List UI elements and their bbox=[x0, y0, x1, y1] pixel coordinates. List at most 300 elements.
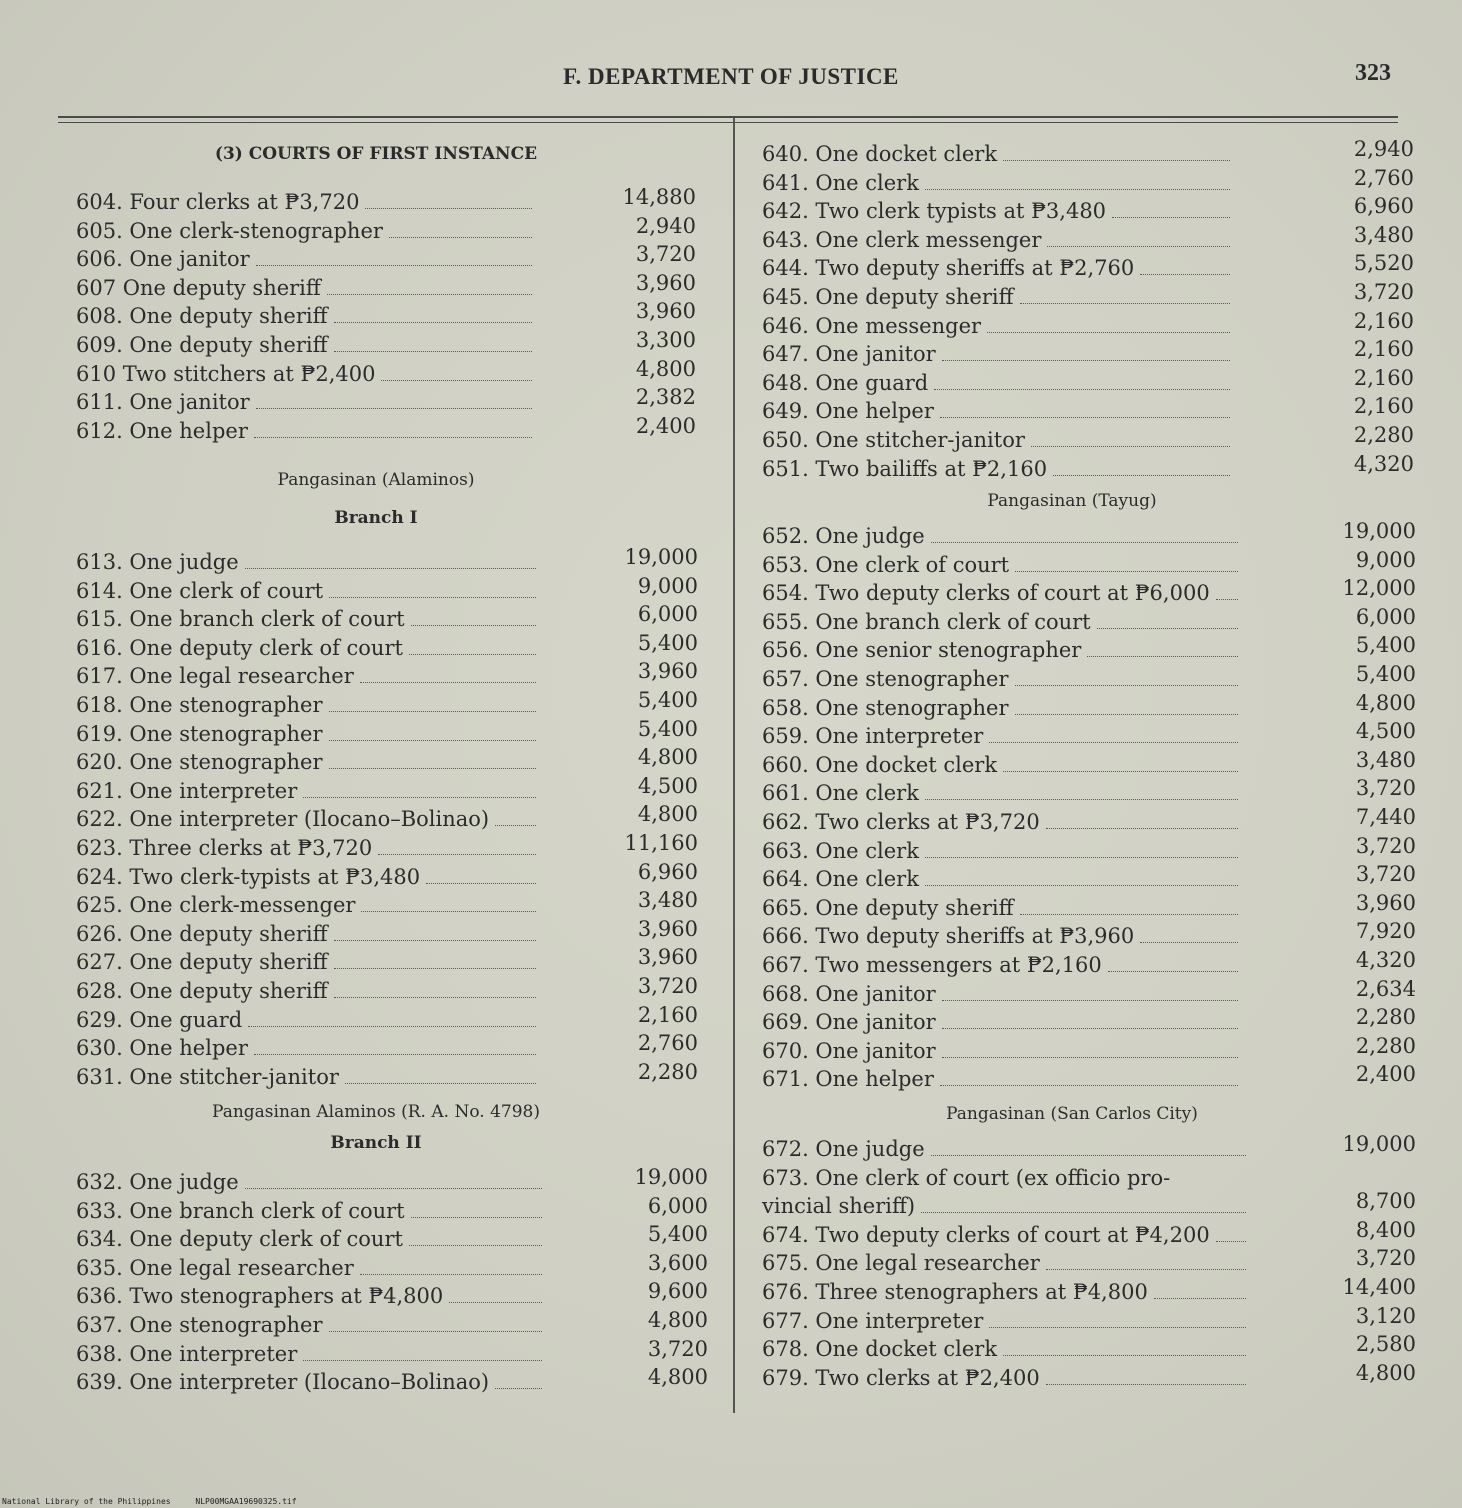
item-amount: 6,000 bbox=[1355, 604, 1416, 629]
item-label: 638. One interpreter bbox=[76, 1341, 298, 1366]
item-amount: 5,400 bbox=[1355, 662, 1416, 686]
item-label: 650. One stitcher-janitor bbox=[762, 428, 1025, 452]
dot-leader bbox=[334, 924, 537, 941]
item-label: 679. Two clerks at ₱2,400 bbox=[762, 1365, 1040, 1390]
item-amount: 2,940 bbox=[1353, 137, 1414, 161]
dot-leader bbox=[1216, 583, 1238, 600]
item-label: 651. Two bailiffs at ₱2,160 bbox=[762, 456, 1048, 481]
list-item bbox=[762, 982, 1244, 1010]
item-label: 639. One interpreter (Ilocano–Bolinao) bbox=[76, 1370, 490, 1395]
list-item bbox=[762, 1166, 1252, 1194]
dot-leader bbox=[361, 895, 536, 912]
item-label: 624. Two clerk-typists at ₱3,480 bbox=[76, 864, 421, 889]
dot-leader bbox=[1003, 755, 1238, 772]
dot-leader bbox=[329, 752, 536, 769]
dot-leader bbox=[329, 695, 536, 712]
item-amount: 12,000 bbox=[1342, 576, 1416, 601]
item-amount: 2,160 bbox=[1353, 394, 1414, 419]
dot-leader bbox=[942, 984, 1238, 1001]
dot-leader bbox=[329, 581, 536, 598]
item-label: 665. One deputy sheriff bbox=[762, 895, 1014, 920]
dot-leader bbox=[327, 278, 532, 295]
item-label: 644. Two deputy sheriffs at ₱2,760 bbox=[762, 256, 1135, 281]
item-label: 632. One judge bbox=[76, 1170, 239, 1194]
list-item bbox=[76, 219, 538, 247]
dot-leader bbox=[1097, 612, 1238, 629]
dot-leader bbox=[360, 666, 536, 683]
item-label: 633. One branch clerk of court bbox=[76, 1198, 405, 1223]
list-item bbox=[762, 924, 1244, 952]
list-item bbox=[762, 1366, 1252, 1394]
item-label: 618. One stenographer bbox=[76, 693, 323, 717]
dot-leader bbox=[381, 364, 532, 381]
item-label: 634. One deputy clerk of court bbox=[76, 1227, 403, 1252]
list-item bbox=[76, 1065, 542, 1093]
dot-leader bbox=[426, 867, 536, 884]
item-amount: 5,400 bbox=[637, 630, 698, 655]
dot-leader bbox=[1216, 1225, 1246, 1242]
page-number: 323 bbox=[1355, 60, 1391, 86]
dot-leader bbox=[334, 306, 533, 323]
list-item bbox=[762, 696, 1244, 724]
dot-leader bbox=[942, 1012, 1238, 1029]
dot-leader bbox=[303, 1344, 542, 1361]
item-amount: 19,000 bbox=[624, 545, 698, 569]
item-label: 627. One deputy sheriff bbox=[76, 950, 328, 975]
dot-leader bbox=[1112, 201, 1230, 218]
dot-leader bbox=[1015, 698, 1238, 715]
list-item bbox=[762, 610, 1244, 638]
item-label: 658. One stenographer bbox=[762, 695, 1009, 720]
item-amount: 6,000 bbox=[637, 602, 698, 627]
item-label: 619. One stenographer bbox=[76, 721, 323, 746]
dot-leader bbox=[1087, 640, 1238, 657]
item-amount: 2,280 bbox=[637, 1059, 698, 1084]
item-amount: 4,800 bbox=[1355, 690, 1416, 715]
item-label: 621. One interpreter bbox=[76, 778, 298, 803]
item-amount: 4,800 bbox=[1355, 1360, 1416, 1385]
list-item bbox=[762, 199, 1236, 227]
dot-leader bbox=[389, 221, 532, 238]
item-amount: 5,400 bbox=[637, 688, 698, 712]
list-item bbox=[762, 371, 1236, 399]
item-label: 614. One clerk of court bbox=[76, 578, 324, 603]
item-amount: 3,720 bbox=[1355, 1246, 1416, 1271]
list-item bbox=[76, 550, 542, 578]
dot-leader bbox=[495, 1372, 542, 1389]
dot-leader bbox=[1053, 459, 1230, 476]
dot-leader bbox=[989, 1311, 1246, 1328]
section-heading: Branch II bbox=[330, 1133, 422, 1153]
list-item bbox=[76, 276, 538, 304]
list-item bbox=[76, 1008, 542, 1036]
dot-leader bbox=[925, 869, 1238, 886]
item-amount: 11,160 bbox=[624, 831, 698, 855]
list-item bbox=[762, 867, 1244, 895]
item-amount: 2,400 bbox=[1355, 1062, 1416, 1087]
list-item bbox=[762, 399, 1236, 427]
item-label: 626. One deputy sheriff bbox=[76, 921, 328, 946]
item-amount: 3,720 bbox=[1353, 280, 1414, 304]
list-item bbox=[762, 285, 1236, 313]
item-amount: 4,500 bbox=[637, 773, 698, 798]
item-amount: 6,960 bbox=[637, 859, 698, 884]
item-label: 654. Two deputy clerks of court at ₱6,000 bbox=[762, 581, 1210, 606]
dot-leader bbox=[940, 401, 1230, 418]
dot-leader bbox=[411, 1201, 542, 1218]
item-amount: 9,600 bbox=[647, 1279, 708, 1304]
dot-leader bbox=[1015, 555, 1238, 572]
list-item bbox=[762, 1309, 1252, 1337]
item-label: 670. One janitor bbox=[762, 1038, 936, 1063]
dot-leader bbox=[409, 1229, 542, 1246]
list-item bbox=[76, 693, 542, 721]
item-amount: 4,500 bbox=[1355, 719, 1416, 744]
item-label: 616. One deputy clerk of court bbox=[76, 635, 403, 660]
list-item bbox=[76, 390, 538, 418]
item-amount: 4,800 bbox=[637, 802, 698, 827]
item-label: vincial sheriff) bbox=[762, 1194, 916, 1219]
list-item bbox=[76, 1313, 548, 1341]
section-heading: (3) COURTS OF FIRST INSTANCE bbox=[214, 144, 538, 164]
item-label: 645. One deputy sheriff bbox=[762, 285, 1014, 309]
footer-library: National Library of the Philippines bbox=[2, 1497, 171, 1506]
list-item bbox=[762, 839, 1244, 867]
item-label: 661. One clerk bbox=[762, 781, 919, 806]
list-item bbox=[76, 1342, 548, 1370]
item-label: 647. One janitor bbox=[762, 342, 936, 367]
list-item bbox=[762, 1280, 1252, 1308]
item-label: 675. One legal researcher bbox=[762, 1251, 1040, 1276]
list-item bbox=[762, 638, 1244, 666]
dot-leader bbox=[256, 249, 532, 266]
item-amount: 3,480 bbox=[1353, 222, 1414, 247]
section-heading: Pangasinan (Alaminos) bbox=[277, 470, 475, 490]
item-label: 605. One clerk-stenographer bbox=[76, 218, 383, 243]
item-label: 607 One deputy sheriff bbox=[76, 275, 321, 300]
item-amount: 19,000 bbox=[1342, 1132, 1416, 1156]
dot-leader bbox=[1031, 430, 1230, 447]
item-amount: 3,720 bbox=[1355, 862, 1416, 887]
item-label: 629. One guard bbox=[76, 1007, 243, 1032]
item-label: 609. One deputy sheriff bbox=[76, 333, 328, 357]
list-item bbox=[762, 667, 1244, 695]
item-amount: 4,800 bbox=[647, 1308, 708, 1332]
item-label: 677. One interpreter bbox=[762, 1308, 984, 1333]
item-label: 612. One helper bbox=[76, 418, 248, 443]
list-item bbox=[762, 781, 1244, 809]
list-item bbox=[762, 1337, 1252, 1365]
item-label: 625. One clerk-messenger bbox=[76, 893, 356, 918]
dot-leader bbox=[921, 1196, 1246, 1213]
list-item bbox=[76, 362, 538, 390]
list-item bbox=[76, 1370, 548, 1398]
list-item bbox=[762, 342, 1236, 370]
list-item bbox=[76, 636, 542, 664]
item-label: 623. Three clerks at ₱3,720 bbox=[76, 836, 373, 860]
dot-leader bbox=[365, 192, 532, 209]
list-item bbox=[762, 1137, 1252, 1165]
list-item bbox=[76, 979, 542, 1007]
item-label: 641. One clerk bbox=[762, 170, 919, 195]
item-amount: 7,440 bbox=[1355, 805, 1416, 829]
list-item bbox=[762, 457, 1236, 485]
item-amount: 7,920 bbox=[1355, 919, 1416, 944]
dot-leader bbox=[1154, 1282, 1246, 1299]
item-label: 611. One janitor bbox=[76, 390, 250, 415]
list-item bbox=[76, 865, 542, 893]
item-label: 604. Four clerks at ₱3,720 bbox=[76, 190, 360, 214]
dot-leader bbox=[303, 781, 536, 798]
dot-leader bbox=[495, 809, 536, 826]
item-amount: 3,600 bbox=[647, 1250, 708, 1275]
item-amount: 3,720 bbox=[637, 974, 698, 998]
dot-leader bbox=[1015, 669, 1238, 686]
list-item bbox=[76, 607, 542, 635]
item-amount: 3,960 bbox=[637, 659, 698, 684]
dot-leader bbox=[1047, 230, 1230, 247]
item-label: 630. One helper bbox=[76, 1036, 248, 1061]
list-item bbox=[76, 750, 542, 778]
item-label: 663. One clerk bbox=[762, 838, 919, 863]
dot-leader bbox=[245, 552, 536, 569]
item-label: 640. One docket clerk bbox=[762, 142, 998, 166]
list-item bbox=[762, 171, 1236, 199]
item-amount: 3,480 bbox=[1355, 747, 1416, 772]
list-item bbox=[762, 1039, 1244, 1067]
item-amount: 2,760 bbox=[1353, 165, 1414, 190]
item-amount: 4,800 bbox=[647, 1365, 708, 1390]
item-label: 664. One clerk bbox=[762, 867, 919, 892]
item-amount: 3,960 bbox=[1355, 890, 1416, 915]
item-label: 642. Two clerk typists at ₱3,480 bbox=[762, 199, 1107, 224]
list-item bbox=[76, 1256, 548, 1284]
item-label: 655. One branch clerk of court bbox=[762, 609, 1091, 634]
item-amount: 3,720 bbox=[1355, 833, 1416, 858]
dot-leader bbox=[245, 1172, 542, 1189]
dot-leader bbox=[989, 726, 1238, 743]
item-label: 617. One legal researcher bbox=[76, 664, 354, 689]
item-amount: 19,000 bbox=[634, 1165, 708, 1189]
item-label: 660. One docket clerk bbox=[762, 752, 998, 777]
item-amount: 4,320 bbox=[1353, 451, 1414, 476]
item-amount: 3,720 bbox=[647, 1336, 708, 1361]
dot-leader bbox=[378, 838, 536, 855]
list-item bbox=[76, 579, 542, 607]
list-item bbox=[76, 247, 538, 275]
item-amount: 2,580 bbox=[1355, 1332, 1416, 1357]
dot-leader bbox=[411, 609, 536, 626]
item-amount: 8,400 bbox=[1355, 1217, 1416, 1242]
item-label: 620. One stenographer bbox=[76, 750, 323, 775]
item-amount: 9,000 bbox=[637, 573, 698, 598]
item-amount: 14,400 bbox=[1342, 1275, 1416, 1299]
item-amount: 9,000 bbox=[1355, 547, 1416, 572]
list-item bbox=[76, 807, 542, 835]
list-item bbox=[762, 142, 1236, 170]
dot-leader bbox=[256, 392, 532, 409]
list-item bbox=[76, 1227, 548, 1255]
item-label: 673. One clerk of court (ex officio pro- bbox=[762, 1165, 1171, 1190]
item-amount: 19,000 bbox=[1342, 519, 1416, 543]
item-amount: 2,160 bbox=[1353, 337, 1414, 362]
list-item bbox=[76, 922, 542, 950]
item-label: 646. One messenger bbox=[762, 313, 982, 338]
list-item bbox=[76, 722, 542, 750]
list-item bbox=[76, 1284, 548, 1312]
list-item bbox=[762, 1067, 1244, 1095]
dot-leader bbox=[254, 1038, 536, 1055]
dot-leader bbox=[329, 724, 536, 741]
dot-leader bbox=[942, 1041, 1238, 1058]
list-item bbox=[76, 1170, 548, 1198]
dot-leader bbox=[1003, 144, 1230, 161]
list-item bbox=[762, 228, 1236, 256]
dot-leader bbox=[1020, 287, 1231, 304]
item-label: 628. One deputy sheriff bbox=[76, 979, 328, 1003]
item-label: 622. One interpreter (Ilocano–Bolinao) bbox=[76, 807, 490, 832]
dot-leader bbox=[925, 841, 1238, 858]
item-label: 652. One judge bbox=[762, 524, 925, 548]
item-label: 653. One clerk of court bbox=[762, 552, 1010, 577]
item-amount: 3,960 bbox=[637, 916, 698, 941]
list-item bbox=[76, 333, 538, 361]
dot-leader bbox=[1046, 1253, 1246, 1270]
item-amount: 2,634 bbox=[1355, 976, 1416, 1001]
list-item bbox=[76, 664, 542, 692]
dot-leader bbox=[334, 952, 537, 969]
dot-leader bbox=[248, 1010, 536, 1027]
item-label: 656. One senior stenographer bbox=[762, 638, 1082, 663]
item-amount: 2,160 bbox=[1353, 365, 1414, 390]
item-amount: 14,880 bbox=[622, 185, 696, 209]
dot-leader bbox=[942, 344, 1230, 361]
dot-leader bbox=[1020, 898, 1239, 915]
list-item bbox=[76, 893, 542, 921]
dot-leader bbox=[254, 421, 532, 438]
item-amount: 2,280 bbox=[1355, 1033, 1416, 1058]
item-amount: 3,960 bbox=[637, 945, 698, 970]
item-amount: 6,000 bbox=[647, 1193, 708, 1218]
list-item bbox=[762, 1223, 1252, 1251]
item-amount: 5,400 bbox=[637, 716, 698, 741]
dot-leader bbox=[1140, 926, 1238, 943]
dot-leader bbox=[940, 1069, 1238, 1086]
item-label: 659. One interpreter bbox=[762, 724, 984, 749]
item-amount: 4,800 bbox=[635, 356, 696, 381]
list-item bbox=[762, 896, 1244, 924]
item-amount: 6,960 bbox=[1353, 194, 1414, 219]
list-item bbox=[76, 950, 542, 978]
item-amount: 3,960 bbox=[635, 270, 696, 295]
item-amount: 5,400 bbox=[1355, 633, 1416, 658]
item-amount: 4,800 bbox=[637, 745, 698, 770]
item-label: 676. Three stenographers at ₱4,800 bbox=[762, 1280, 1148, 1304]
item-amount: 2,382 bbox=[635, 385, 696, 410]
item-amount: 8,700 bbox=[1355, 1189, 1416, 1214]
item-label: 662. Two clerks at ₱3,720 bbox=[762, 810, 1040, 834]
dot-leader bbox=[1108, 955, 1238, 972]
item-label: 615. One branch clerk of court bbox=[76, 607, 405, 632]
dot-leader bbox=[329, 1315, 542, 1332]
list-item bbox=[76, 190, 538, 218]
section-heading: Pangasinan Alaminos (R. A. No. 4798) bbox=[212, 1102, 540, 1122]
item-label: 657. One stenographer bbox=[762, 667, 1009, 691]
item-label: 606. One janitor bbox=[76, 247, 250, 272]
dot-leader bbox=[931, 1139, 1246, 1156]
item-amount: 3,720 bbox=[1355, 776, 1416, 801]
dot-leader bbox=[334, 335, 533, 352]
list-item bbox=[762, 753, 1244, 781]
item-label: 610 Two stitchers at ₱2,400 bbox=[76, 361, 376, 386]
list-item bbox=[762, 810, 1244, 838]
dot-leader bbox=[409, 638, 536, 655]
item-label: 666. Two deputy sheriffs at ₱3,960 bbox=[762, 924, 1135, 949]
item-label: 643. One clerk messenger bbox=[762, 227, 1042, 252]
item-amount: 2,280 bbox=[1355, 1005, 1416, 1030]
item-label: 668. One janitor bbox=[762, 981, 936, 1006]
item-label: 678. One docket clerk bbox=[762, 1337, 998, 1362]
item-label: 608. One deputy sheriff bbox=[76, 304, 328, 329]
item-label: 669. One janitor bbox=[762, 1010, 936, 1035]
item-amount: 4,320 bbox=[1355, 948, 1416, 972]
item-label: 648. One guard bbox=[762, 370, 929, 395]
item-amount: 3,480 bbox=[637, 888, 698, 913]
dot-leader bbox=[987, 316, 1230, 333]
dot-leader bbox=[1003, 1339, 1246, 1356]
list-item bbox=[762, 581, 1244, 609]
item-label: 631. One stitcher-janitor bbox=[76, 1064, 339, 1089]
item-label: 671. One helper bbox=[762, 1067, 934, 1092]
dot-leader bbox=[925, 173, 1230, 190]
item-label: 649. One helper bbox=[762, 399, 934, 424]
dot-leader bbox=[360, 1258, 542, 1275]
item-amount: 5,400 bbox=[647, 1222, 708, 1247]
item-amount: 2,940 bbox=[635, 213, 696, 238]
item-amount: 3,960 bbox=[635, 299, 696, 324]
list-item bbox=[76, 836, 542, 864]
dot-leader bbox=[931, 526, 1238, 543]
item-label: 637. One stenographer bbox=[76, 1313, 323, 1337]
header-rule-thin bbox=[58, 122, 1398, 123]
list-item bbox=[76, 1199, 548, 1227]
item-amount: 5,520 bbox=[1353, 251, 1414, 276]
item-amount: 3,300 bbox=[635, 328, 696, 352]
footer-file: NLP00MGAA19690325.tif bbox=[195, 1497, 297, 1506]
item-label: 613. One judge bbox=[76, 550, 239, 574]
dot-leader bbox=[925, 783, 1238, 800]
list-item bbox=[762, 724, 1244, 752]
dot-leader bbox=[334, 981, 537, 998]
item-label: 636. Two stenographers at ₱4,800 bbox=[76, 1284, 444, 1309]
section-heading: Pangasinan (Tayug) bbox=[987, 491, 1157, 511]
section-heading: Branch I bbox=[334, 508, 418, 528]
column-divider bbox=[733, 118, 735, 1413]
item-amount: 2,760 bbox=[637, 1031, 698, 1056]
dot-leader bbox=[934, 373, 1230, 390]
item-label: 635. One legal researcher bbox=[76, 1255, 354, 1280]
item-amount: 2,160 bbox=[1353, 308, 1414, 333]
list-item bbox=[76, 419, 538, 447]
item-label: 667. Two messengers at ₱2,160 bbox=[762, 953, 1102, 977]
dot-leader bbox=[345, 1067, 536, 1084]
dot-leader bbox=[1140, 258, 1230, 275]
list-item bbox=[762, 953, 1244, 981]
list-item bbox=[762, 524, 1244, 552]
dot-leader bbox=[449, 1286, 542, 1303]
item-amount: 2,400 bbox=[635, 413, 696, 438]
item-amount: 3,720 bbox=[635, 242, 696, 267]
